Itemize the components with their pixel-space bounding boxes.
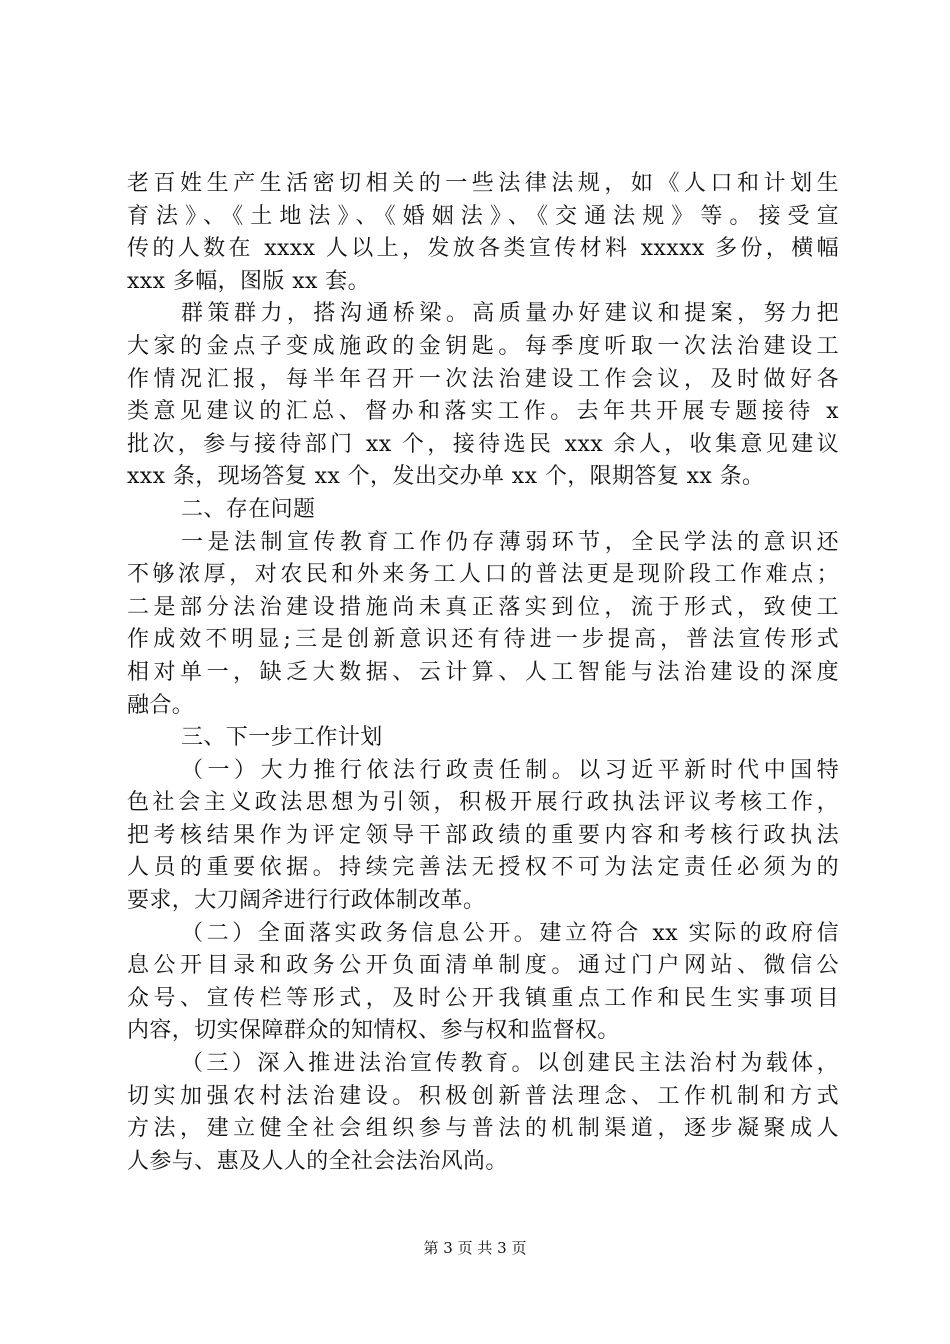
text-line: 一是法制宣传教育工作仍存薄弱环节，全民学法的意识还 bbox=[181, 529, 839, 555]
text-line: 融合。 bbox=[127, 692, 195, 718]
text-line: 相对单一，缺乏大数据、云计算、人工智能与法治建设的深度 bbox=[127, 659, 839, 685]
text-line: 传的人数在 xxxx 人以上，发放各类宣传材料 xxxxx 多份，横幅 bbox=[127, 236, 839, 262]
page-number-footer: 第 3 页 共 3 页 bbox=[423, 1239, 527, 1257]
text-line: xxx 多幅，图版 xx 套。 bbox=[127, 268, 371, 294]
text-line: 三、下一步工作计划 bbox=[181, 725, 383, 751]
text-line: 作情况汇报，每半年召开一次法治建设工作会议，及时做好各 bbox=[127, 366, 839, 392]
text-line: 内容，切实保障群众的知情权、参与权和监督权。 bbox=[127, 1018, 620, 1044]
text-line: 老百姓生产生活密切相关的一些法律法规，如《人口和计划生 bbox=[127, 171, 839, 196]
text-line: 育法》、《土地法》、《婚姻法》、《交通法规》等。接受宣 bbox=[127, 203, 839, 229]
text-line: 类意见建议的汇总、督办和落实工作。去年共开展专题接待 x bbox=[127, 399, 839, 425]
text-line: 把考核结果作为评定领导干部政绩的重要内容和考核行政执法 bbox=[127, 822, 839, 848]
text-line: 息公开目录和政务公开负面清单制度。通过门户网站、微信公 bbox=[127, 953, 839, 979]
text-line: 人参与、惠及人人的全社会法治风尚。 bbox=[127, 1148, 508, 1174]
text-line: 人员的重要依据。持续完善法无授权不可为法定责任必须为的 bbox=[127, 855, 839, 881]
text-line: 二是部分法治建设措施尚未真正落实到位，流于形式，致使工 bbox=[127, 594, 839, 620]
text-line: xxx 条，现场答复 xx 个，发出交办单 xx 个，限期答复 xx 条。 bbox=[127, 464, 765, 490]
text-line: 方法，建立健全社会组织参与普法的机制渠道，逐步凝聚成人 bbox=[127, 1116, 839, 1142]
text-line: （三）深入推进法治宣传教育。以创建民主法治村为载体， bbox=[181, 1051, 839, 1077]
text-line: 群策群力，搭沟通桥梁。高质量办好建议和提案，努力把 bbox=[181, 301, 839, 327]
text-line: （二）全面落实政务信息公开。建立符合 xx 实际的政府信 bbox=[181, 920, 839, 946]
text-line: 二、存在问题 bbox=[181, 496, 316, 522]
text-line: 不够浓厚，对农民和外来务工人口的普法更是现阶段工作难点； bbox=[127, 562, 839, 588]
text-line: 作成效不明显;三是创新意识还有待进一步提高，普法宣传形式 bbox=[127, 627, 839, 653]
text-line: （一）大力推行依法行政责任制。以习近平新时代中国特 bbox=[181, 757, 839, 783]
text-line: 大家的金点子变成施政的金钥匙。每季度听取一次法治建设工 bbox=[127, 333, 839, 359]
text-line: 色社会主义政法思想为引领，积极开展行政执法评议考核工作， bbox=[127, 790, 839, 816]
text-line: 批次，参与接待部门 xx 个，接待选民 xxx 余人，收集意见建议 bbox=[127, 431, 839, 457]
document-body bbox=[127, 168, 839, 1178]
text-line: 众号、宣传栏等形式，及时公开我镇重点工作和民生实事项目 bbox=[127, 985, 839, 1011]
text-line: 要求，大刀阔斧进行行政体制改革。 bbox=[127, 888, 486, 914]
text-line: 切实加强农村法治建设。积极创新普法理念、工作机制和方式 bbox=[127, 1083, 839, 1109]
